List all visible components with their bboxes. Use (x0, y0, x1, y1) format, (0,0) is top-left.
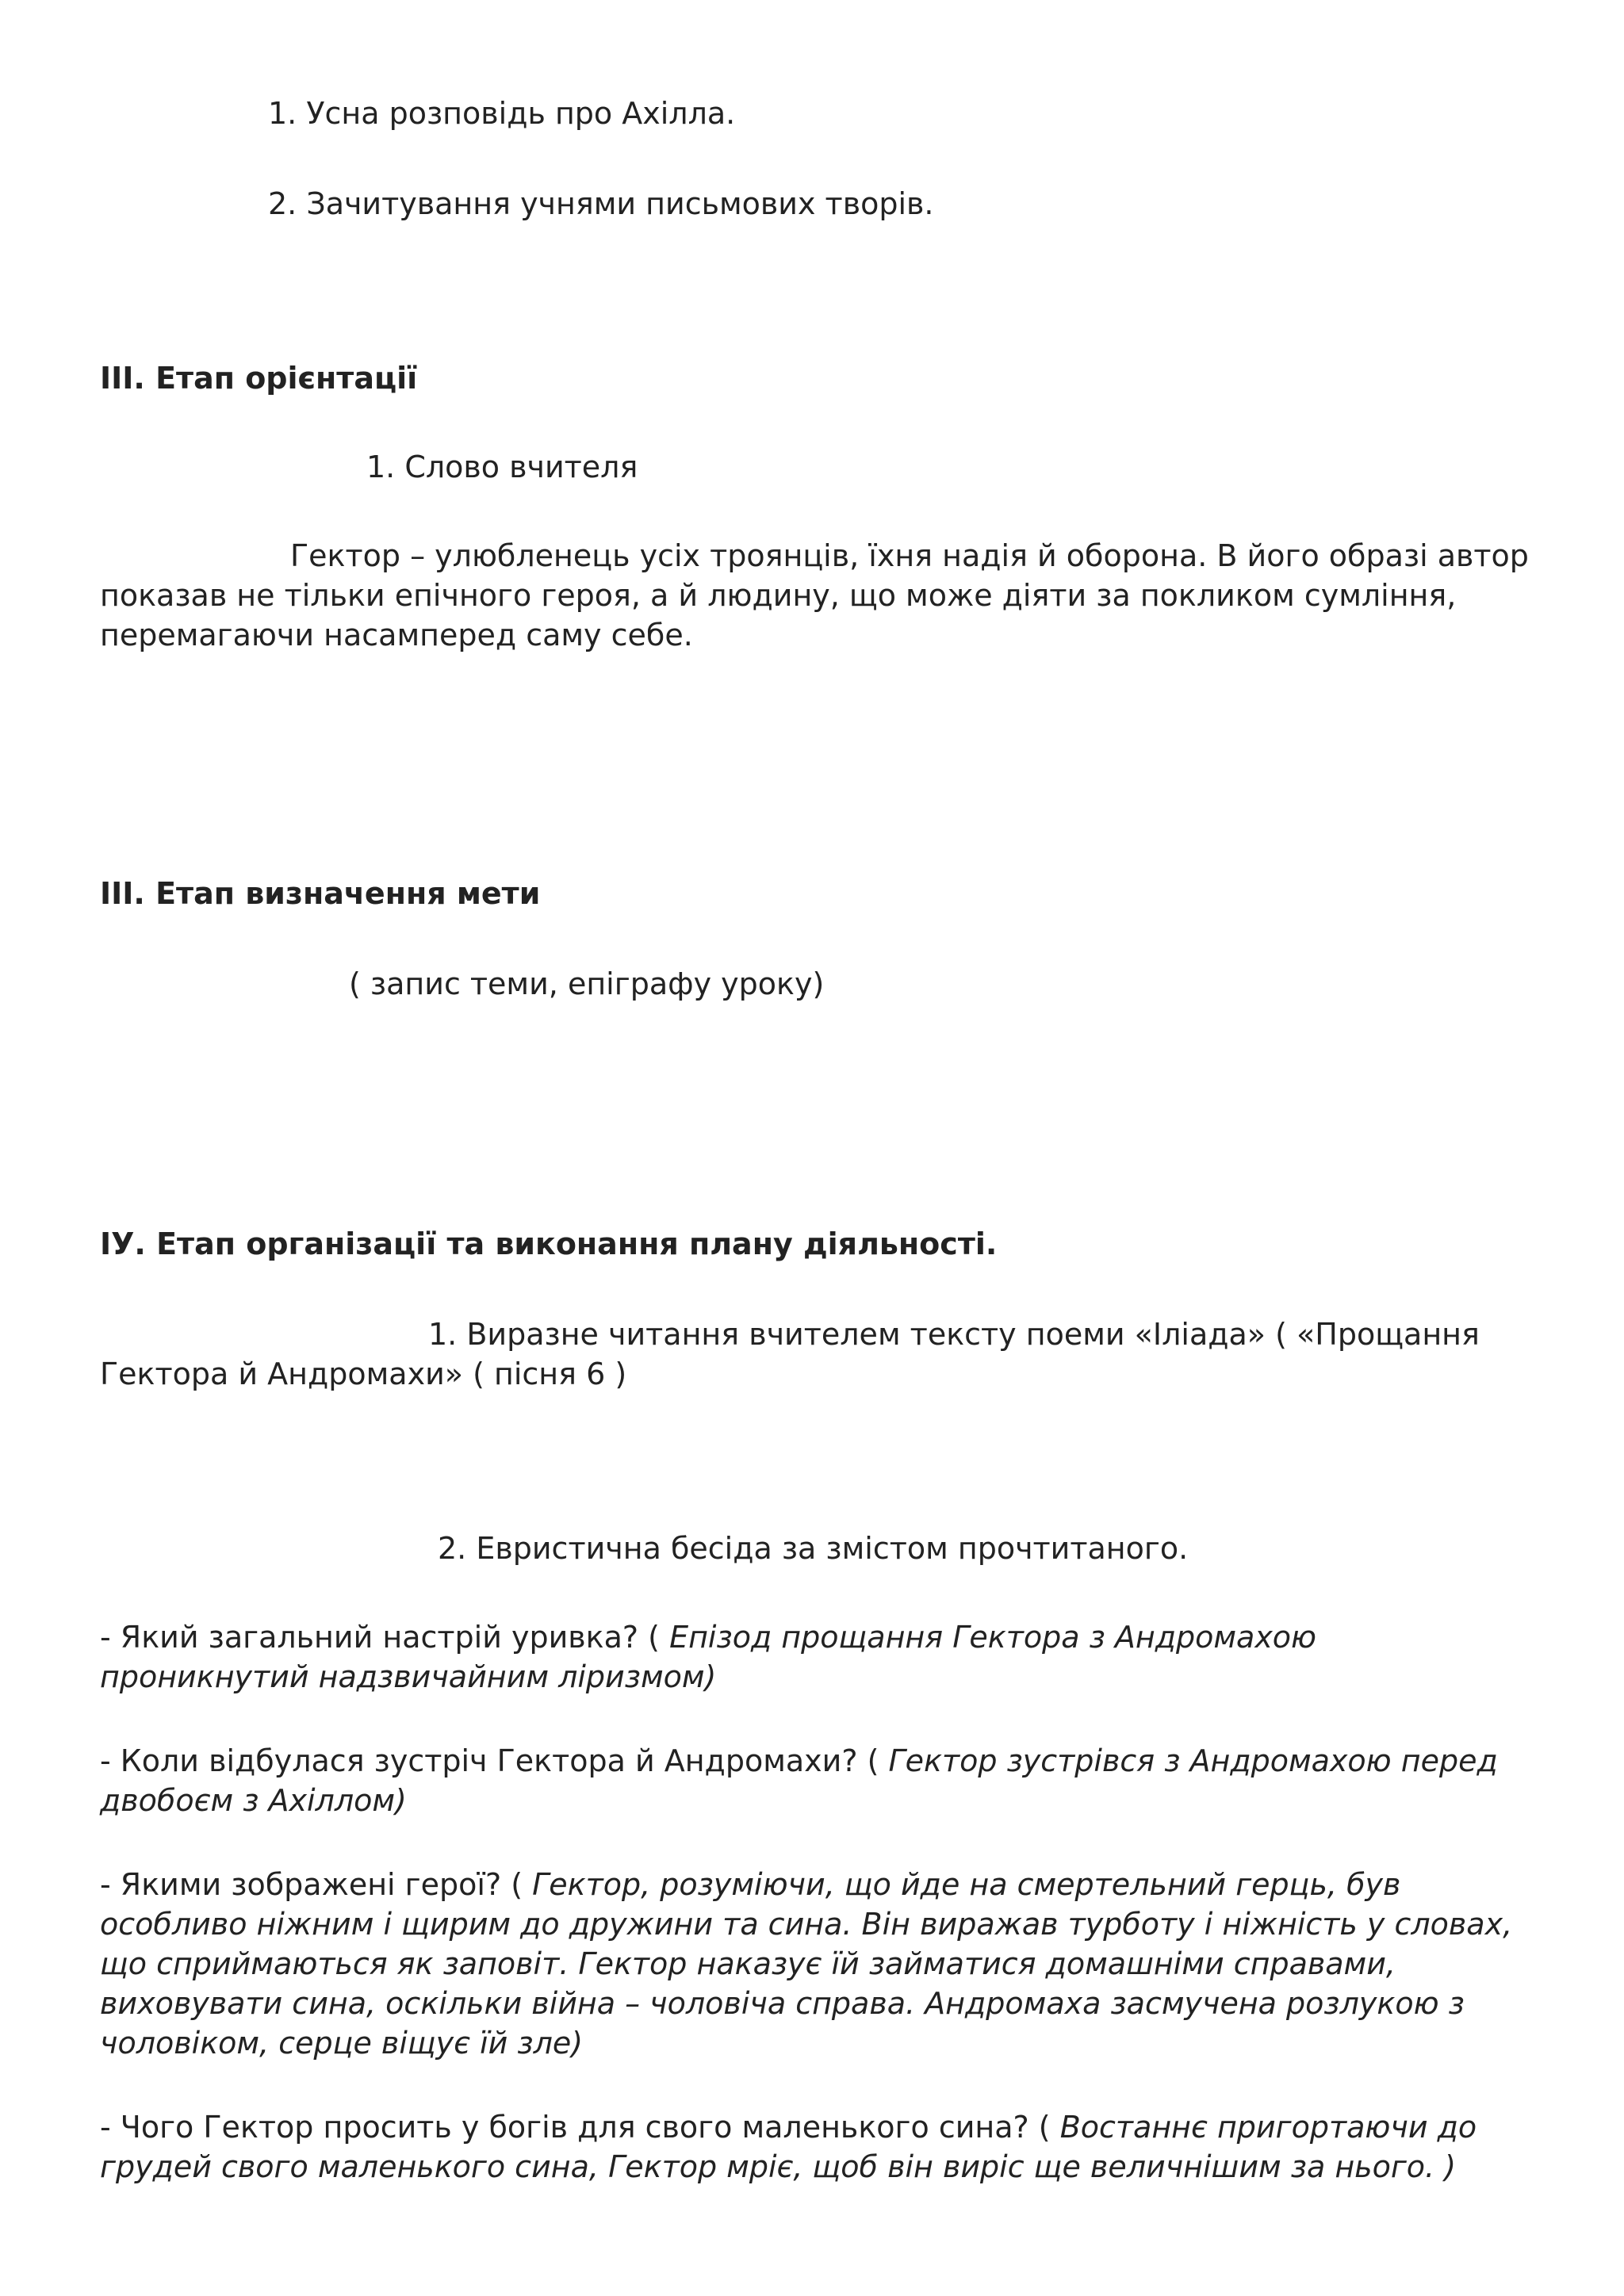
qa-answer: Гектор, розуміючи, що йде на смертельний герць, був особливо ніжним і щирим до дружини та сина. Він виражав турботу і ніжність у словах, що сприймаються як заповіт. Гектор наказує їй займатися домашніми справами, виховувати сина, оскільки війна – чоловіча справа. Андромаха засмучена розлукою з чоловіком, серце віщує їй зле) (100, 1867, 1513, 2061)
qa-answer: Востаннє пригортаючи до грудей свого маленького сина, Гектор мріє, щоб він виріс ще величнішим за нього. ) (100, 2110, 1477, 2184)
qa-item (100, 1617, 1527, 1697)
paragraph-line: перемагаючи насамперед саму себе. (100, 618, 693, 652)
qa-answer: Епізод прощання Гектора з Андромахою проникнутий надзвичайним ліризмом) (100, 1620, 1317, 1694)
qa-item (100, 1865, 1527, 2063)
paragraph-line: Гектор – улюбленець усіх троянців, їхня надія й оборона. В його образі автор (290, 538, 1529, 573)
qa-question: - Чого Гектор просить у богів для свого маленького сина? ( (100, 2110, 1060, 2145)
qa-item (100, 1741, 1527, 1820)
paragraph-line: показав не тільки епічного героя, а й людину, що може діяти за покликом сумління, (100, 578, 1457, 613)
list-item-2: 2. Зачитування учнями письмових творів. (268, 186, 934, 221)
goal-note: ( запис теми, епіграфу уроку) (349, 966, 825, 1001)
qa-question: - Який загальний настрій уривка? ( (100, 1620, 670, 1655)
section-heading-orientation: ІІІ. Етап орієнтації (100, 361, 418, 396)
qa-answer: Гектор зустрівся з Андромахою перед двобоєм з Ахіллом) (100, 1743, 1498, 1818)
plan-item-1-line: 1. Виразне читання вчителем тексту поеми «Іліада» ( «Прощання (428, 1317, 1480, 1352)
section-heading-plan: ІУ. Етап організації та виконання плану діяльності. (100, 1226, 998, 1261)
subheading-teacher-word: 1. Слово вчителя (366, 450, 638, 484)
qa-question: - Якими зображені герої? ( (100, 1867, 533, 1902)
plan-item-2: 2. Евристична бесіда за змістом прочтитаного. (438, 1531, 1189, 1566)
qa-question: - Коли відбулася зустріч Гектора й Андромахи? ( (100, 1743, 889, 1778)
qa-item (100, 2107, 1527, 2187)
plan-item-1-line: Гектора й Андромахи» ( пісня 6 ) (100, 1357, 627, 1391)
list-item-1: 1. Усна розповідь про Ахілла. (268, 96, 736, 131)
section-heading-goal: ІІІ. Етап визначення мети (100, 876, 541, 911)
